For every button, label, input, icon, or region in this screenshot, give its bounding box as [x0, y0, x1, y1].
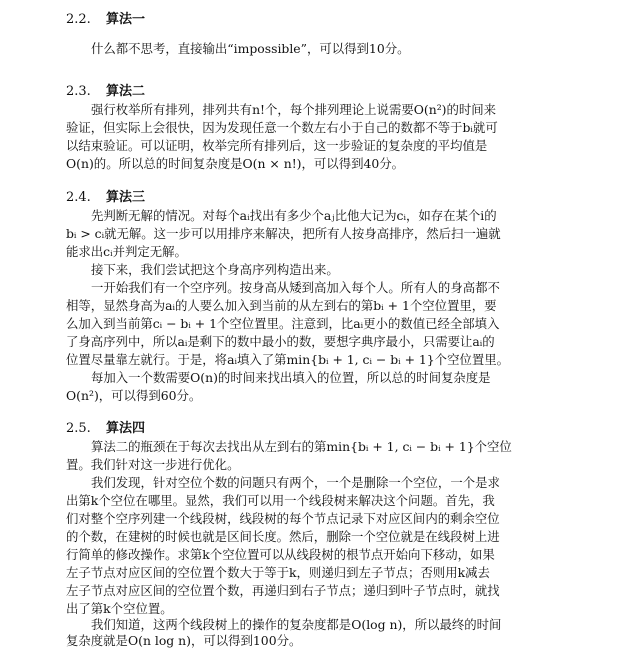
paragraph-line: 相等，显然身高为aᵢ的人要么加入到当前的从左到右的第bᵢ + 1个空位置里，要 — [66, 298, 497, 313]
section-title: 算法四 — [106, 421, 146, 436]
section-number: 2.4. — [66, 190, 91, 205]
paragraph-line: 什么都不思考，直接输出“impossible”，可以得到10分。 — [91, 41, 410, 56]
paragraph-line: 验证，但实际上会很快，因为发现任意一个数左右小于自己的数都不等于bᵢ就可 — [66, 120, 498, 135]
section-number: 2.3. — [66, 84, 91, 99]
section-title: 算法一 — [106, 12, 146, 27]
section-title: 算法三 — [106, 190, 146, 205]
paragraph-line: 能求出cᵢ并判定无解。 — [66, 244, 187, 259]
paragraph-line: 一开始我们有一个空序列。按身高从矮到高加入每个人。所有人的身高都不 — [91, 280, 500, 295]
paragraph-line: 以结束验证。可以证明，枚举完所有排列后，这一步验证的复杂度的平均值是 — [66, 138, 488, 153]
section-heading-2-4 — [66, 190, 145, 206]
paragraph-line: 们对整个空序列建一个线段树，线段树的每个节点记录下对应区间内的剩余空位 — [66, 511, 500, 526]
paragraph-line: 了身高序列中，所以aᵢ是剩下的数中最小的数，要想字典序最小，只需要让aᵢ的 — [66, 334, 495, 349]
paragraph-line: bᵢ > cᵢ就无解。这一步可以用排序来解决，把所有人按身高排序，然后扫一遍就 — [66, 226, 501, 241]
paragraph-line: 每加入一个数需要O(n)的时间来找出填入的位置，所以总的时间复杂度是 — [91, 370, 491, 385]
paragraph-line: 接下来，我们尝试把这个身高序列构造出来。 — [91, 262, 339, 277]
paragraph-line: 算法二的瓶颈在于每次去找出从左到右的第min{bᵢ + 1, cᵢ − bᵢ + 1}个空位 — [91, 439, 512, 454]
paragraph-line: 左子节点对应区间的空位置个数大于等于k，则递归到左子节点；否则用k减去 — [66, 565, 490, 580]
paragraph-line: 出第k个空位在哪里。显然，我们可以用一个线段树来解决这个问题。首先，我 — [66, 493, 495, 508]
paragraph-line: 复杂度就是O(n log n)，可以得到100分。 — [66, 633, 302, 648]
section-title: 算法二 — [106, 84, 146, 99]
paragraph-line: 先判断无解的情况。对每个aᵢ找出有多少个aⱼ比他大记为cᵢ，如存在某个i的 — [91, 208, 497, 223]
paragraph-line: O(n)的。所以总的时间复杂度是O(n × n!)，可以得到40分。 — [66, 156, 405, 171]
section-number: 2.2. — [66, 12, 91, 27]
paragraph-line: 我们发现，针对空位个数的问题只有两个，一个是删除一个空位，一个是求 — [91, 475, 500, 490]
section-heading-2-5 — [66, 421, 145, 437]
paragraph-line: 的个数，在建树的时候也就是区间长度。然后，删除一个空位就是在线段树上进 — [66, 529, 500, 544]
paragraph-line: 我们知道，这两个线段树上的操作的复杂度都是O(log n)，所以最终的时间 — [91, 617, 502, 632]
paragraph-line: 置。我们针对这一步进行优化。 — [66, 457, 240, 472]
section-heading-2-3 — [66, 84, 145, 100]
paragraph-line: 位置尽量靠左就行。于是，将aᵢ填入了第min{bᵢ + 1, cᵢ − bᵢ + 1}个空位置里。 — [66, 352, 510, 367]
paragraph-line: O(n²)，可以得到60分。 — [66, 388, 202, 403]
paragraph-line: 左子节点对应区间的空位置个数，再递归到右子节点；递归到叶子节点时，就找 — [66, 583, 500, 598]
paragraph-line: 行简单的修改操作。求第k个空位置可以从线段树的根节点开始向下移动，如果 — [66, 547, 495, 562]
section-heading-2-2 — [66, 12, 145, 28]
paragraph-line: 出了第k个空位置。 — [66, 601, 173, 616]
section-number: 2.5. — [66, 421, 91, 436]
paragraph-line: 强行枚举所有排列，排列共有n!个，每个排列理论上说需要O(n²)的时间来 — [91, 102, 497, 117]
paragraph-line: 么加入到当前第cᵢ − bᵢ + 1个空位置里。注意到，比aᵢ更小的数值已经全部填入 — [66, 316, 500, 331]
